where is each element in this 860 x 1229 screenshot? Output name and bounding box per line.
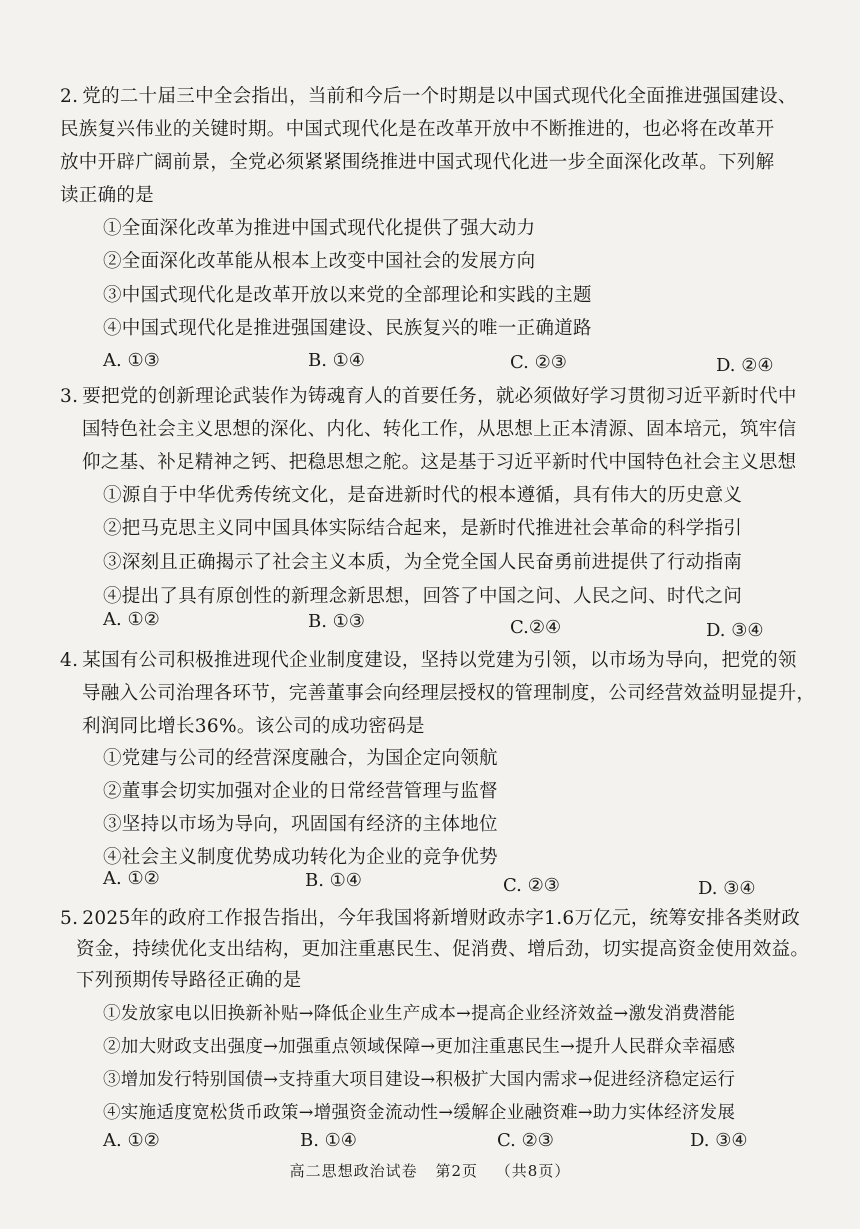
option-item: ③中国式现代化是改革开放以来党的全部理论和实践的主题 [103,285,592,306]
choice-b[interactable]: B. ①③ [308,611,365,632]
page-footer [0,1160,860,1181]
choice-a[interactable]: A. ①② [103,868,160,889]
option-item: ①全面深化改革为推进中国式现代化提供了强大动力 [103,218,536,239]
choice-d[interactable]: D. ③④ [706,620,764,641]
choice-a[interactable]: A. ①② [103,1130,160,1151]
question-stem-line: 资金，持续优化支出结构，更加注重惠民生、促消费、增后劲，切实提高资金使用效益。 [76,939,810,960]
question-stem-line: 党的二十届三中全会指出，当前和今后一个时期是以中国式现代化全面推进强国建设、 [82,86,797,107]
question-stem-line: 仰之基、补足精神之钙、把稳思想之舵。这是基于习近平新时代中国特色社会主义思想 [82,452,797,473]
question-stem-line: 某国有公司积极推进现代企业制度建设，坚持以党建为引领，以市场为导向，把党的领 [82,650,797,671]
choice-a[interactable]: A. ①② [103,609,160,630]
option-item: ④实施适度宽松货币政策→增强资金流动性→缓解企业融资难→助力实体经济发展 [103,1103,736,1123]
question-stem-line: 利润同比增长36%。该公司的成功密码是 [82,716,425,737]
option-item: ③坚持以市场为导向，巩固国有经济的主体地位 [103,814,498,835]
option-item: ②加大财政支出强度→加强重点领域保障→更加注重惠民生→提升人民群众幸福感 [103,1037,736,1057]
choice-a[interactable]: A. ①③ [103,350,160,371]
choice-c[interactable]: C.②④ [510,617,562,638]
question-number: 4. [60,650,79,671]
question-number: 2. [60,86,79,107]
option-item: ②把马克思主义同中国具体实际结合起来，是新时代推进社会革命的科学指引 [103,518,743,539]
question-stem-line: 国特色社会主义思想的深化、内化、转化工作，从思想上正本清源、固本培元，筑牢信 [82,419,797,440]
option-item: ③增加发行特别国债→支持重大项目建设→积极扩大国内需求→促进经济稳定运行 [103,1070,736,1090]
choice-b[interactable]: B. ①④ [305,870,362,891]
choice-b[interactable]: B. ①④ [308,350,365,371]
choice-c[interactable]: C. ②③ [503,875,560,896]
question-stem-line: 要把党的创新理论武装作为铸魂育人的首要任务，就必须做好学习贯彻习近平新时代中 [82,386,797,407]
choice-d[interactable]: D. ③④ [698,878,756,899]
choice-d[interactable]: D. ③④ [690,1130,748,1151]
total-pages: （共8页） [495,1162,571,1180]
option-item: ④中国式现代化是推进强国建设、民族复兴的唯一正确道路 [103,318,592,339]
question-stem-line: 放中开辟广阔前景，全党必须紧紧围绕推进中国式现代化进一步全面深化改革。下列解 [60,152,775,173]
option-item: ④提出了具有原创性的新理念新思想，回答了中国之问、人民之问、时代之问 [103,586,743,607]
option-item: ③深刻且正确揭示了社会主义本质，为全党全国人民奋勇前进提供了行动指南 [103,552,743,573]
question-stem-line: 导融入公司治理各环节，完善董事会向经理层授权的管理制度，公司经营效益明显提升， [82,683,816,704]
question-stem-line: 读正确的是 [60,185,155,206]
choice-c[interactable]: C. ②③ [510,352,567,373]
question-stem-line: 下列预期传导路径正确的是 [76,970,302,991]
choice-d[interactable]: D. ②④ [716,355,774,376]
option-item: ②董事会切实加强对企业的日常经营管理与监督 [103,781,498,802]
question-number: 5. [60,908,79,929]
question-stem-line: 2025年的政府工作报告指出，今年我国将新增财政赤字1.6万亿元，统筹安排各类财政 [82,908,801,929]
choice-c[interactable]: C. ②③ [497,1130,554,1151]
option-item: ④社会主义制度优势成功转化为企业的竞争优势 [103,847,498,868]
exam-title: 高二思想政治试卷 [289,1162,418,1180]
option-item: ①源自于中华优秀传统文化，是奋进新时代的根本遵循，具有伟大的历史意义 [103,485,743,506]
choice-b[interactable]: B. ①④ [300,1130,357,1151]
option-item: ②全面深化改革能从根本上改变中国社会的发展方向 [103,251,536,272]
question-number: 3. [60,386,79,407]
question-stem-line: 民族复兴伟业的关键时期。中国式现代化是在改革开放中不断推进的，也必将在改革开 [60,119,775,140]
page-number: 第2页 [435,1162,478,1180]
option-item: ①发放家电以旧换新补贴→降低企业生产成本→提高企业经济效益→激发消费潜能 [103,1004,736,1024]
option-item: ①党建与公司的经营深度融合，为国企定向领航 [103,748,498,769]
